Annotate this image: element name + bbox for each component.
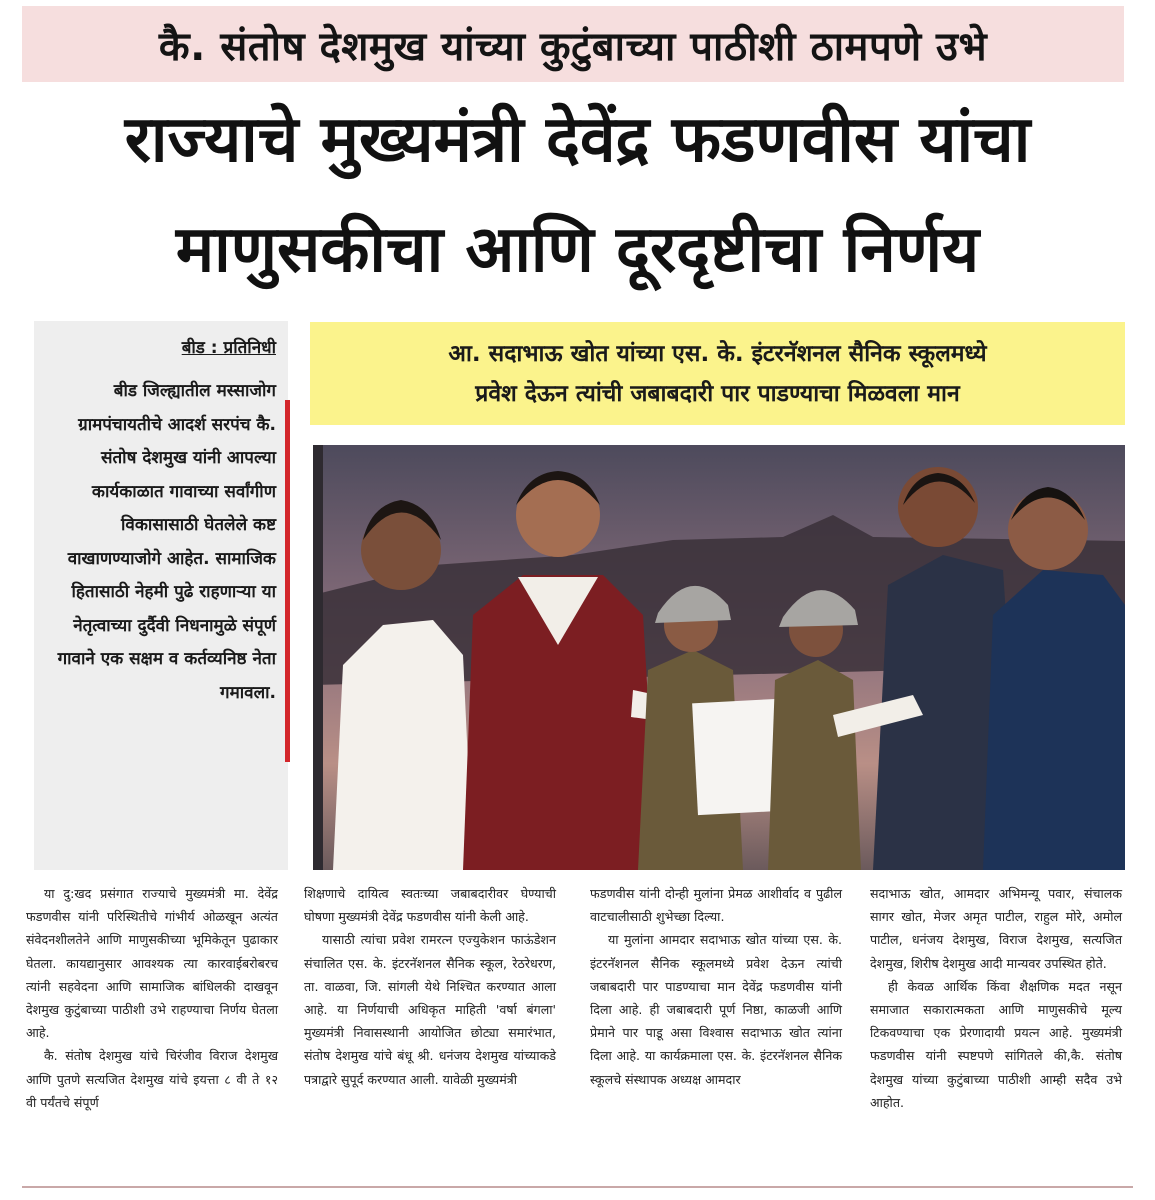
paragraph: सदाभाऊ खोत, आमदार अभिमन्यू पवार, संचालक सागर खोत, मेजर अमृत पाटील, राहुल मोरे, अमोल पाटील, धनंजय देशमुख, विराज देशमुख, सत्यजित देशमुख, शिरीष देशमुख आदी मान्यवर उपस्थित होते. [870,886,1122,971]
article-column-2 [304,882,556,1091]
paragraph: ही केवळ आर्थिक किंवा शैक्षणिक मदत नसून समाजात सकारात्मकता आणि माणुसकीचे मूल्य टिकवण्याचा एक प्रेरणादायी प्रयत्न आहे. मुख्यमंत्री फडणवीस यांनी स्पष्टपणे सांगितले की,कै. संतोष देशमुख यांच्या कुटुंबाच्या पाठीशी आम्ही सदैव उभे आहोत. [870,978,1122,1110]
headline-line-1: राज्याचे मुख्यमंत्री देवेंद्र फडणवीस यांचा [124,103,1031,177]
subheadline-box [310,322,1125,425]
kicker-banner: कै. संतोष देशमुख यांच्या कुटुंबाच्या पाठीशी ठामपणे उभे [22,6,1124,82]
paragraph: या दु:खद प्रसंगात राज्याचे मुख्यमंत्री मा. देवेंद्र फडणवीस यांनी परिस्थितीचे गांभीर्य ओळखून अत्यंत संवेदनशीलतेने आणि माणुसकीच्या भूमिकेतून पुढाकार घेतला. कायद्यानुसार आवश्यक त्या कारवाईबरोबरच त्यांनी सहवेदना आणि सामाजिक बांधिलकी दाखवून देशमुख कुटुंबाच्या पाठीशी उभे राहण्याचा निर्णय घेतला आहे. [26,886,278,1041]
paragraph: या मुलांना आमदार सदाभाऊ खोत यांच्या एस. के. इंटरनॅशनल सैनिक स्कूलमध्ये प्रवेश देऊन त्यांची जबाबदारी पार पाडण्याचा मान देवेंद्र फडणवीस यांनी दिला आहे. ही जबाबदारी पूर्ण निष्ठा, काळजी आणि प्रेमाने पार पाडू असा विश्वास सदाभाऊ खोत त्यांना दिला आहे. या कार्यक्रमाला एस. के. इंटरनॅशनल सैनिक स्कूलचे संस्थापक अध्यक्ष आमदार [590,932,842,1087]
subheadline-line-1: आ. सदाभाऊ खोत यांच्या एस. के. इंटरनॅशनल सैनिक स्कूलमध्ये [448,340,987,367]
headline-line-2: माणुसकीचा आणि दूरदृष्टीचा निर्णय [175,213,980,287]
paragraph: यासाठी त्यांचा प्रवेश रामरत्न एज्युकेशन फाऊंडेशन संचालित एस. के. इंटरनॅशनल सैनिक स्कूल, रेठरेधरण, ता. वाळवा, जि. सांगली येथे निश्चित करण्यात आला आहे. या निर्णयाची अधिकृत माहिती 'वर्षा बंगला' मुख्यमंत्री निवासस्थानी आयोजित छोट्या समारंभात, संतोष देशमुख यांचे बंधू श्री. धनंजय देशमुख यांच्याकडे पत्राद्वारे सुपूर्द करण्यात आली. यावेळी मुख्यमंत्री [304,932,556,1087]
lede-text: बीड जिल्ह्यातील मस्साजोग ग्रामपंचायतीचे आदर्श सरपंच कै. संतोष देशमुख यांनी आपल्या कार्यकाळात गावाच्या सर्वांगीण विकासासाठी घेतलेले कष्ट वाखाणण्याजोगे आहेत. सामाजिक हितासाठी नेहमी पुढे राहणाऱ्या या नेतृत्वाच्या दुर्दैवी निधनामुळे संपूर्ण गावाने एक सक्षम व कर्तव्यनिष्ठ नेता गमावला. [57,381,276,703]
article-column-4 [870,882,1122,1114]
paragraph: फडणवीस यांनी दोन्ही मुलांना प्रेमळ आशीर्वाद व पुढील वाटचालीसाठी शुभेच्छा दिल्या. [590,886,842,925]
article-column-1 [26,882,278,1114]
red-accent-bar [285,400,290,762]
article-column-3 [590,882,842,1091]
news-photo [313,445,1125,870]
paragraph: शिक्षणाचे दायित्व स्वतःच्या जबाबदारीवर घेण्याची घोषणा मुख्यमंत्री देवेंद्र फडणवीस यांनी केली आहे. [304,886,556,925]
paragraph: कै. संतोष देशमुख यांचे चिरंजीव विराज देशमुख आणि पुतणे सत्यजित देशमुख यांचे इयत्ता ८ वी ते १२ वी पर्यंतचे संपूर्ण [26,1048,278,1110]
dateline: बीड : प्रतिनिधी [181,338,276,358]
bottom-rule [22,1186,1133,1188]
sidebar-box [34,321,288,870]
subheadline-line-2: प्रवेश देऊन त्यांची जबाबदारी पार पाडण्याचा मिळवला मान [475,380,960,407]
